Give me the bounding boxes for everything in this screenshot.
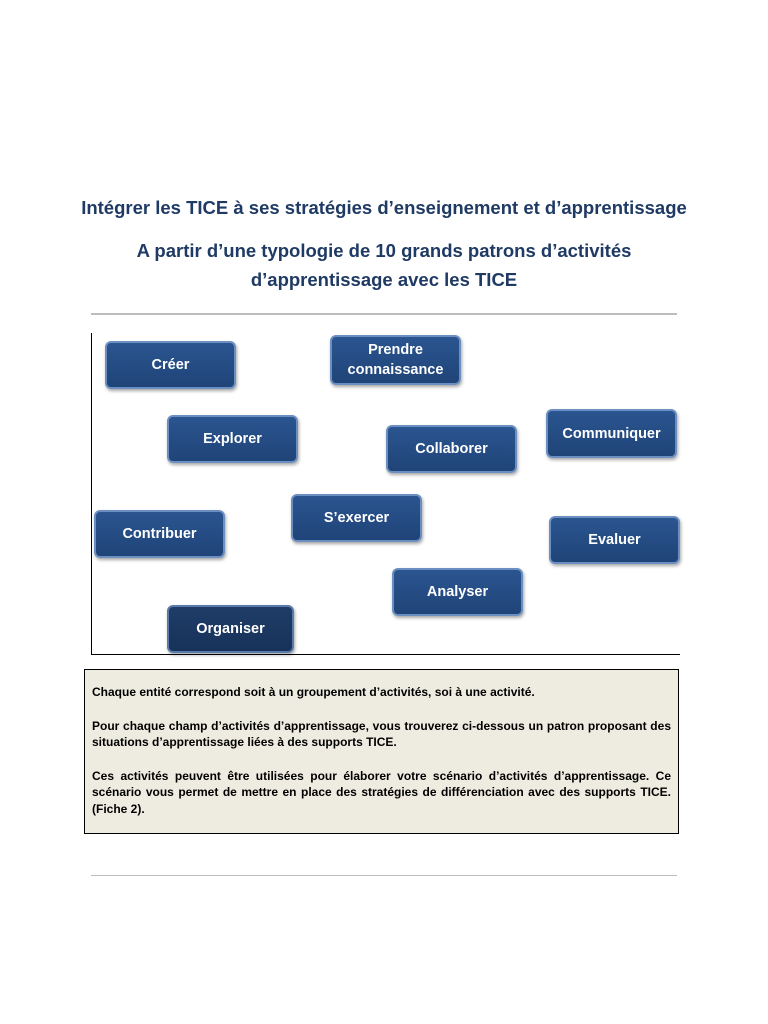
bottom-divider: [91, 875, 677, 876]
activity-evaluer: Evaluer: [549, 516, 680, 564]
info-paragraph-3: Ces activités peuvent être utilisées pour élaborer votre scénario d’activités d’apprentissage. Ce scénario vous permet de mettre en place des stratégies de différenciation avec des supports TICE. (Fiche 2).: [92, 768, 671, 816]
activity-communiquer: Communiquer: [546, 409, 677, 458]
info-paragraph-2: Pour chaque champ d’activités d’apprentissage, vous trouverez ci-dessous un patron proposant des situations d’apprentissage liées à des supports TICE.: [92, 718, 671, 749]
activity-prendre-connaissance: [330, 335, 461, 385]
info-box: [84, 669, 679, 834]
page-subtitle: [0, 236, 768, 294]
activity-diagram: [91, 333, 680, 655]
activity-sexercer: S’exercer: [291, 494, 422, 542]
activity-explorer: Explorer: [167, 415, 298, 463]
subtitle-line-1: A partir d’une typologie de 10 grands patrons d’activités: [136, 240, 632, 261]
activity-creer: Créer: [105, 341, 236, 389]
activity-analyser: Analyser: [392, 568, 523, 616]
activity-organiser: Organiser: [167, 605, 294, 653]
activity-prendre-line2: connaissance: [347, 362, 444, 378]
page-title: Intégrer les TICE à ses stratégies d’enseignement et d’apprentissage: [81, 197, 687, 218]
subtitle-line-2: d’apprentissage avec les TICE: [250, 269, 518, 290]
top-divider: [91, 313, 677, 315]
activity-prendre-line1: Prendre: [368, 342, 423, 358]
info-paragraph-1: Chaque entité correspond soit à un groupement d’activités, soi à une activité.: [92, 685, 535, 699]
activity-collaborer: Collaborer: [386, 425, 517, 473]
activity-contribuer: Contribuer: [94, 510, 225, 558]
